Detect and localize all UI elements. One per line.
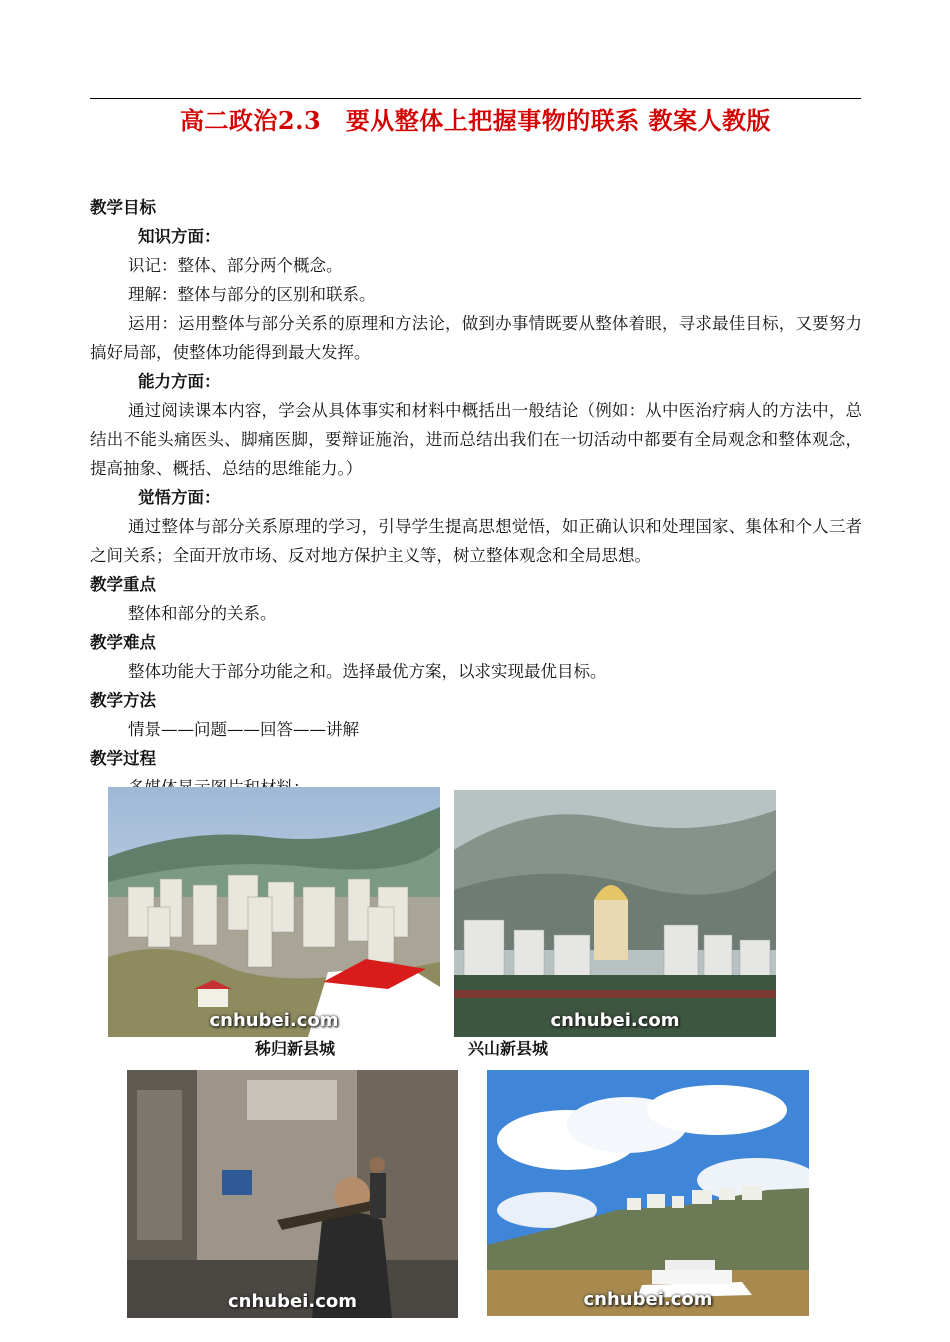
section-heading-process: 教学过程 xyxy=(90,749,156,768)
photo-river-town xyxy=(487,1070,809,1316)
header-rule xyxy=(90,98,861,99)
section-heading-goals: 教学目标 xyxy=(90,198,156,217)
city-skyline-image xyxy=(108,787,440,1037)
river-ship-image xyxy=(487,1070,809,1316)
section-heading-key-points: 教学重点 xyxy=(90,575,156,594)
difficulties-text: 整体功能大于部分功能之和。选择最优方案，以求实现最优目标。 xyxy=(128,662,607,681)
mountain-town-image xyxy=(454,790,776,1037)
photo-caption-xingshan: 兴山新县城 xyxy=(468,1039,549,1058)
watermark-text: cnhubei.com xyxy=(583,1289,713,1310)
watermark-text: cnhubei.com xyxy=(550,1010,680,1031)
section-heading-methods: 教学方法 xyxy=(90,691,156,710)
knowledge-item: 识记：整体、部分两个概念。 xyxy=(128,256,343,275)
page-title: 高二政治2.3 要从整体上把握事物的联系 教案人教版 xyxy=(179,106,772,135)
street-scene-image xyxy=(127,1070,458,1318)
knowledge-item: 运用：运用整体与部分关系的原理和方法论，做到办事情既要从整体着眼，寻求最佳目标，又要努力搞好局部，使整体功能得到最大发挥。 xyxy=(90,314,862,362)
section-heading-difficulties: 教学难点 xyxy=(90,633,156,652)
watermark-text: cnhubei.com xyxy=(227,1291,357,1312)
ability-paragraph: 通过阅读课本内容，学会从具体事实和材料中概括出一般结论（例如：从中医治疗病人的方法中，总结出不能头痛医头、脚痛医脚，要辩证施治，进而总结出我们在一切活动中都要有全局观念和整体观念，提高抽象、概括、总结的思维能力。） xyxy=(90,401,862,478)
subheading-knowledge: 知识方面： xyxy=(138,227,221,246)
photo-street-porter xyxy=(127,1070,458,1318)
photo-xingshan-city xyxy=(454,790,776,1037)
knowledge-item: 理解：整体与部分的区别和联系。 xyxy=(128,285,376,304)
subheading-awareness: 觉悟方面： xyxy=(138,488,221,507)
watermark-text: cnhubei.com xyxy=(209,1010,339,1031)
key-points-text: 整体和部分的关系。 xyxy=(128,604,277,623)
methods-text: 情景——问题——回答——讲解 xyxy=(128,720,359,739)
subheading-ability: 能力方面： xyxy=(138,372,221,391)
photo-zigui-city xyxy=(108,787,440,1037)
document-body xyxy=(90,193,862,802)
awareness-paragraph: 通过整体与部分关系原理的学习，引导学生提高思想觉悟，如正确认识和处理国家、集体和个人三者之间关系；全面开放市场、反对地方保护主义等，树立整体观念和全局思想。 xyxy=(90,517,862,565)
photo-caption-zigui: 秭归新县城 xyxy=(255,1039,336,1058)
